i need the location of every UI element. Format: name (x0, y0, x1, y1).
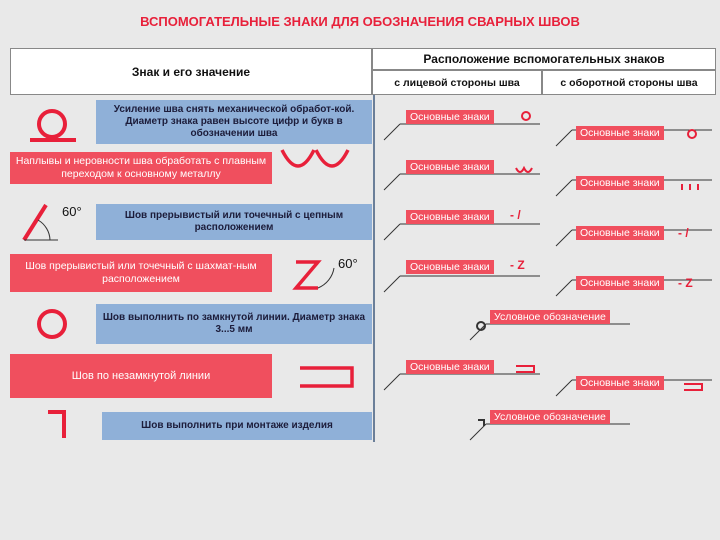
front-suffix-row-4: - Z (510, 258, 525, 272)
front-label-row-2: Основные знаки (406, 160, 494, 174)
row-5-text: Шов выполнить по замкнутой линии. Диаметр знака 3...5 мм (102, 312, 366, 335)
front-label-row-7: Условное обозначение (490, 410, 610, 424)
row-6-text: Шов по незамкнутой линии (71, 369, 211, 382)
chain-intermittent-icon (24, 205, 58, 240)
front-label-row-4: Основные знаки (406, 260, 494, 274)
row-1-text: Усиление шва снять механической обработ-кой. Диаметр знака равен высоте цифр и букв в обозначении шва (113, 104, 355, 139)
back-label-row-2: Основные знаки (576, 176, 664, 190)
row-7-text: Шов выполнить при монтаже изделия (141, 420, 333, 431)
back-suffix-row-3: - / (678, 226, 689, 240)
front-label-row-1: Основные знаки (406, 110, 494, 124)
back-label-row-6: Основные знаки (576, 376, 664, 390)
convex-removal-icon (30, 111, 76, 140)
smooth-transition-icon (282, 150, 348, 166)
row-3-text: Шов прерывистый или точечный с цепным расположением (124, 210, 344, 233)
staggered-intermittent-icon (296, 262, 334, 288)
row-3-angle: 60° (62, 204, 82, 219)
header-placement-label: Расположение вспомогательных знаков (423, 52, 665, 66)
front-label-row-5: Условное обозначение (490, 310, 610, 324)
installation-weld-icon (48, 412, 64, 438)
back-label-row-4: Основные знаки (576, 276, 664, 290)
front-suffix-row-3: - / (510, 208, 521, 222)
row-2-text: Наплывы и неровности шва обработать с плавным переходом к основному металлу (15, 155, 267, 180)
row-4-angle: 60° (338, 256, 358, 271)
header-front-side-label: с лицевой стороны шва (394, 76, 520, 89)
front-label-row-6: Основные знаки (406, 360, 494, 374)
back-label-row-1: Основные знаки (576, 126, 664, 140)
back-suffix-row-4: - Z (678, 276, 693, 290)
header-sign-meaning-label: Знак и его значение (131, 64, 251, 79)
back-label-row-3: Основные знаки (576, 226, 664, 240)
front-label-row-3: Основные знаки (406, 210, 494, 224)
open-line-icon (300, 368, 352, 386)
closed-line-icon (39, 311, 65, 337)
row-4-text: Шов прерывистый или точечный с шахмат-ным расположением (25, 260, 257, 285)
page-title: ВСПОМОГАТЕЛЬНЫЕ ЗНАКИ ДЛЯ ОБОЗНАЧЕНИЯ СВАРНЫХ ШВОВ (140, 14, 580, 29)
header-back-side-label: с оборотной стороны шва (560, 76, 698, 89)
